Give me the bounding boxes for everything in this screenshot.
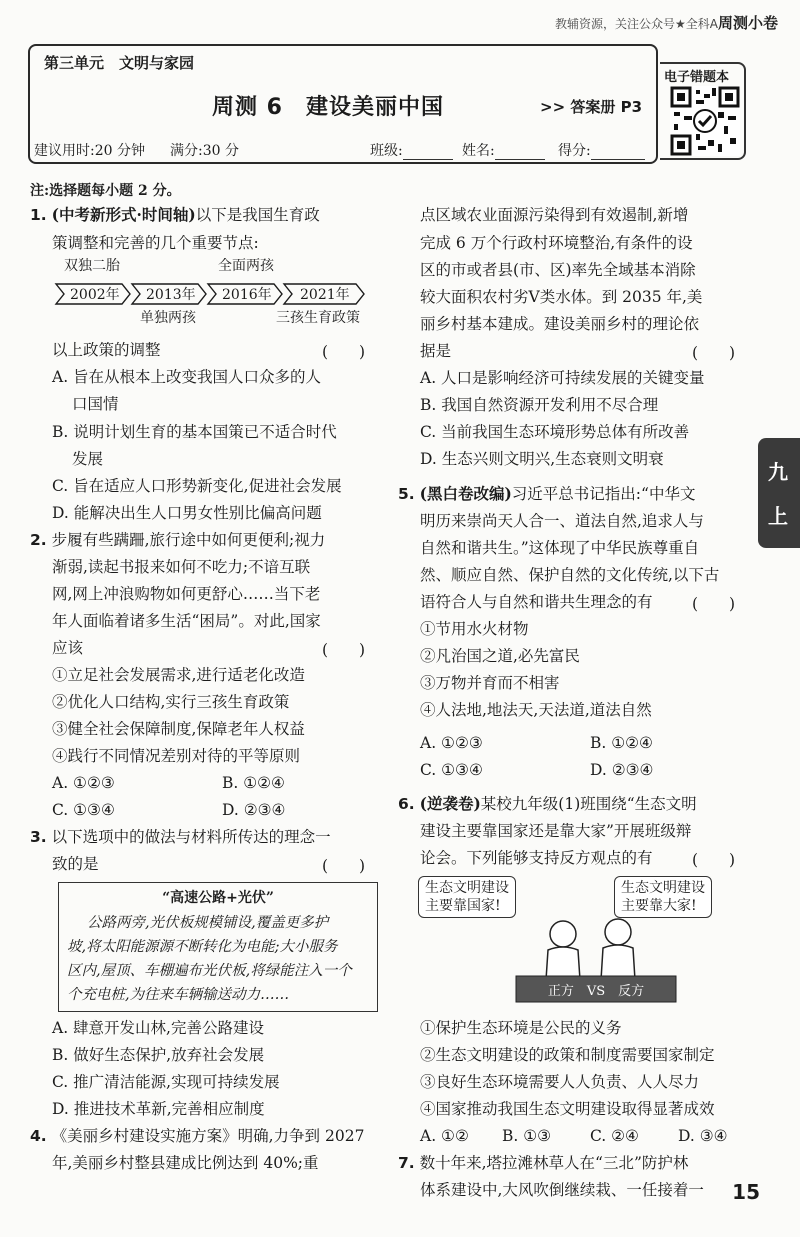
answer-paren-4[interactable]: ( ) [692, 344, 736, 362]
timeline-year-1: 2002年 [70, 287, 120, 303]
debate-desk-label: 正方 VS 反方 [547, 984, 645, 999]
q5-item-3: ③万物并育而不相害 [420, 674, 560, 692]
time-label: 建议用时:20 分钟 [34, 143, 145, 159]
q4-option-d[interactable]: D. 生态兴则文明兴,生态衰则文明衰 [420, 450, 664, 468]
question-4-stem-2: 年,美丽乡村整县建成比例达到 40%;重 [52, 1154, 319, 1172]
policy-timeline [52, 258, 372, 328]
q6-choice-c[interactable]: C. ②④ [590, 1127, 639, 1145]
material-line: 公路两旁,光伏板规模铺设,覆盖更多护 [87, 915, 329, 931]
question-1-stem: 1. (中考新形式·时间轴)以下是我国生育政 [30, 205, 320, 224]
q6-item-1: ①保护生态环境是公民的义务 [420, 1019, 622, 1037]
answer-paren-5[interactable]: ( ) [692, 595, 736, 613]
question-4-cont: 据是 [420, 342, 452, 360]
material-title: “高速公路+光伏” [162, 890, 274, 906]
qr-code-icon[interactable] [670, 86, 740, 156]
question-2-line: 应该 [52, 639, 84, 657]
timeline-year-4: 2021年 [300, 287, 350, 303]
q4-option-a[interactable]: A. 人口是影响经济可持续发展的关键变量 [420, 369, 705, 387]
q5-choice-a[interactable]: A. ①②③ [420, 734, 483, 752]
q1-option-d[interactable]: D. 能解决出生人口男女性别比偏高问题 [52, 504, 322, 522]
answer-paren-1[interactable]: ( ) [322, 343, 366, 361]
q6-item-3: ③良好生态环境需要人人负责、人人尽力 [420, 1073, 700, 1091]
q2-item-2: ②优化人口结构,实行三孩生育政策 [52, 693, 290, 711]
instructions-note: 注:选择题每小题 2 分。 [30, 183, 181, 199]
answer-paren-6[interactable]: ( ) [692, 851, 736, 869]
q5-choice-d[interactable]: D. ②③④ [590, 761, 654, 779]
question-7-line: 体系建设中,大风吹倒继续栽、一任接着一 [420, 1181, 704, 1199]
q2-choice-d[interactable]: D. ②③④ [222, 801, 286, 819]
q1-option-b[interactable]: B. 说明计划生育的基本国策已不适合时代 [52, 423, 337, 441]
unit-label: 第三单元 文明与家园 [44, 54, 195, 72]
q5-choice-c[interactable]: C. ①③④ [420, 761, 483, 779]
q6-choice-b[interactable]: B. ①③ [502, 1127, 552, 1145]
question-1-stem-2: 策调整和完善的几个重要节点: [52, 234, 259, 252]
q2-choice-a[interactable]: A. ①②③ [52, 774, 115, 792]
material-line: 坡,将太阳能源源不断转化为电能;大小服务 [67, 939, 338, 955]
page-number: 15 [732, 1180, 760, 1204]
class-field[interactable]: 班级: [370, 140, 453, 160]
answer-paren-3[interactable]: ( ) [322, 857, 366, 875]
side-tab-char: 九 [768, 460, 788, 484]
q4-option-b[interactable]: B. 我国自然资源开发利用不尽合理 [420, 396, 659, 414]
timeline-label-below-2: 三孩生育政策 [276, 310, 360, 326]
q4-option-c[interactable]: C. 当前我国生态环境形势总体有所改善 [420, 423, 690, 441]
q1-option-b-cont: 发展 [72, 450, 104, 468]
q5-item-1: ①节用水火材物 [420, 620, 529, 638]
question-5-line: 然、顺应自然、保护自然的文化传统,以下古 [420, 566, 720, 584]
q2-choice-b[interactable]: B. ①②④ [222, 774, 285, 792]
timeline-year-3: 2016年 [222, 287, 272, 303]
timeline-year-2: 2013年 [146, 287, 196, 303]
page-title: 周测 6 建设美丽中国 [212, 95, 444, 120]
timeline-label-above-2: 全面两孩 [218, 258, 274, 274]
grade-side-tab [758, 438, 800, 548]
question-3-stem: 3. 以下选项中的做法与材料所传达的理念一 [30, 828, 331, 846]
question-6-line: 论会。下列能够支持反方观点的有 [420, 849, 653, 867]
debate-illustration [418, 872, 758, 1012]
speech-bubble-right: 生态文明建设 主要靠大家! [614, 876, 712, 918]
question-7-stem: 7. 数十年来,塔拉滩林草人在“三北”防护林 [398, 1154, 689, 1172]
top-note: 教辅资源，关注公众号★全科A周测小卷 [555, 14, 778, 32]
material-line: 个充电桩,为往来车辆输送动力…… [67, 987, 290, 1003]
q6-choice-d[interactable]: D. ③④ [678, 1127, 728, 1145]
question-5-line: 自然和谐共生。”这体现了中华民族尊重自 [420, 539, 700, 557]
timeline-label-above-1: 双独二胎 [64, 258, 120, 274]
q5-item-4: ④人法地,地法天,天法道,道法自然 [420, 701, 652, 719]
q3-option-d[interactable]: D. 推进技术革新,完善相应制度 [52, 1100, 265, 1118]
q6-choice-a[interactable]: A. ①② [420, 1127, 469, 1145]
question-5-stem: 5. (黑白卷改编)习近平总书记指出:“中华文 [398, 484, 696, 503]
score-label: 满分:30 分 [170, 143, 239, 159]
question-2-line: 渐弱,读起书报来如何不吃力;不谙互联 [52, 558, 311, 576]
q3-option-c[interactable]: C. 推广清洁能源,实现可持续发展 [52, 1073, 280, 1091]
q5-choice-b[interactable]: B. ①②④ [590, 734, 653, 752]
side-tab-char: 上 [768, 504, 788, 528]
q3-option-b[interactable]: B. 做好生态保护,放弃社会发展 [52, 1046, 265, 1064]
q5-item-2: ②凡治国之道,必先富民 [420, 647, 580, 665]
question-5-line: 明历来崇尚天人合一、道法自然,追求人与 [420, 512, 704, 530]
question-4-cont: 区的市或者县(市、区)率先全域基本消除 [420, 261, 696, 279]
question-4-cont: 点区域农业面源污染得到有效遏制,新增 [420, 206, 689, 224]
q6-item-2: ②生态文明建设的政策和制度需要国家制定 [420, 1046, 715, 1064]
question-1-stem-3: 以上政策的调整 [52, 341, 161, 359]
q3-option-a[interactable]: A. 肆意开发山林,完善公路建设 [52, 1019, 264, 1037]
q2-item-4: ④践行不同情况差别对待的平等原则 [52, 747, 301, 765]
question-2-stem: 2. 步履有些蹒跚,旅行途中如何更便利;视力 [30, 531, 326, 549]
question-4-cont: 完成 6 万个行政村环境整治,有条件的设 [420, 234, 693, 252]
material-line: 区内,屋顶、车棚遍布光伏板,将绿能注入一个 [67, 963, 352, 979]
q2-item-3: ③健全社会保障制度,保障老年人权益 [52, 720, 305, 738]
qr-label: 电子错题本 [664, 70, 730, 85]
question-4-stem: 4. 《美丽乡村建设实施方案》明确,力争到 2027 [30, 1127, 365, 1145]
q1-option-a[interactable]: A. 旨在从根本上改变我国人口众多的人 [52, 368, 322, 386]
question-4-cont: 较大面积农村劣Ⅴ类水体。到 2035 年,美 [420, 288, 703, 306]
answer-paren-2[interactable]: ( ) [322, 641, 366, 659]
speech-bubble-left: 生态文明建设 主要靠国家! [418, 876, 516, 918]
q2-choice-c[interactable]: C. ①③④ [52, 801, 115, 819]
points-field[interactable]: 得分: [558, 140, 645, 160]
q2-item-1: ①立足社会发展需求,进行适老化改造 [52, 666, 305, 684]
answer-ref: >> 答案册 P3 [540, 98, 643, 116]
material-box [58, 882, 378, 1012]
question-6-stem: 6. (逆袭卷)某校九年级(1)班围绕“生态文明 [398, 794, 697, 813]
q1-option-a-cont: 口国情 [72, 395, 119, 413]
question-3-stem-2: 致的是 [52, 855, 99, 873]
q1-option-c[interactable]: C. 旨在适应人口形势新变化,促进社会发展 [52, 477, 342, 495]
question-4-cont: 丽乡村基本建成。建设美丽乡村的理论依 [420, 315, 700, 333]
name-field[interactable]: 姓名: [462, 140, 545, 160]
question-2-line: 年人面临着诸多生活“困局”。对此,国家 [52, 612, 321, 630]
brand: 周测小卷 [717, 14, 778, 32]
q6-item-4: ④国家推动我国生态文明建设取得显著成效 [420, 1100, 715, 1118]
question-6-line: 建设主要靠国家还是靠大家”开展班级辩 [420, 822, 692, 840]
question-2-line: 网,网上冲浪购物如何更舒心……当下老 [52, 585, 321, 603]
question-5-line: 语符合人与自然和谐共生理念的有 [420, 593, 653, 611]
timeline-label-below-1: 单独两孩 [140, 310, 196, 326]
